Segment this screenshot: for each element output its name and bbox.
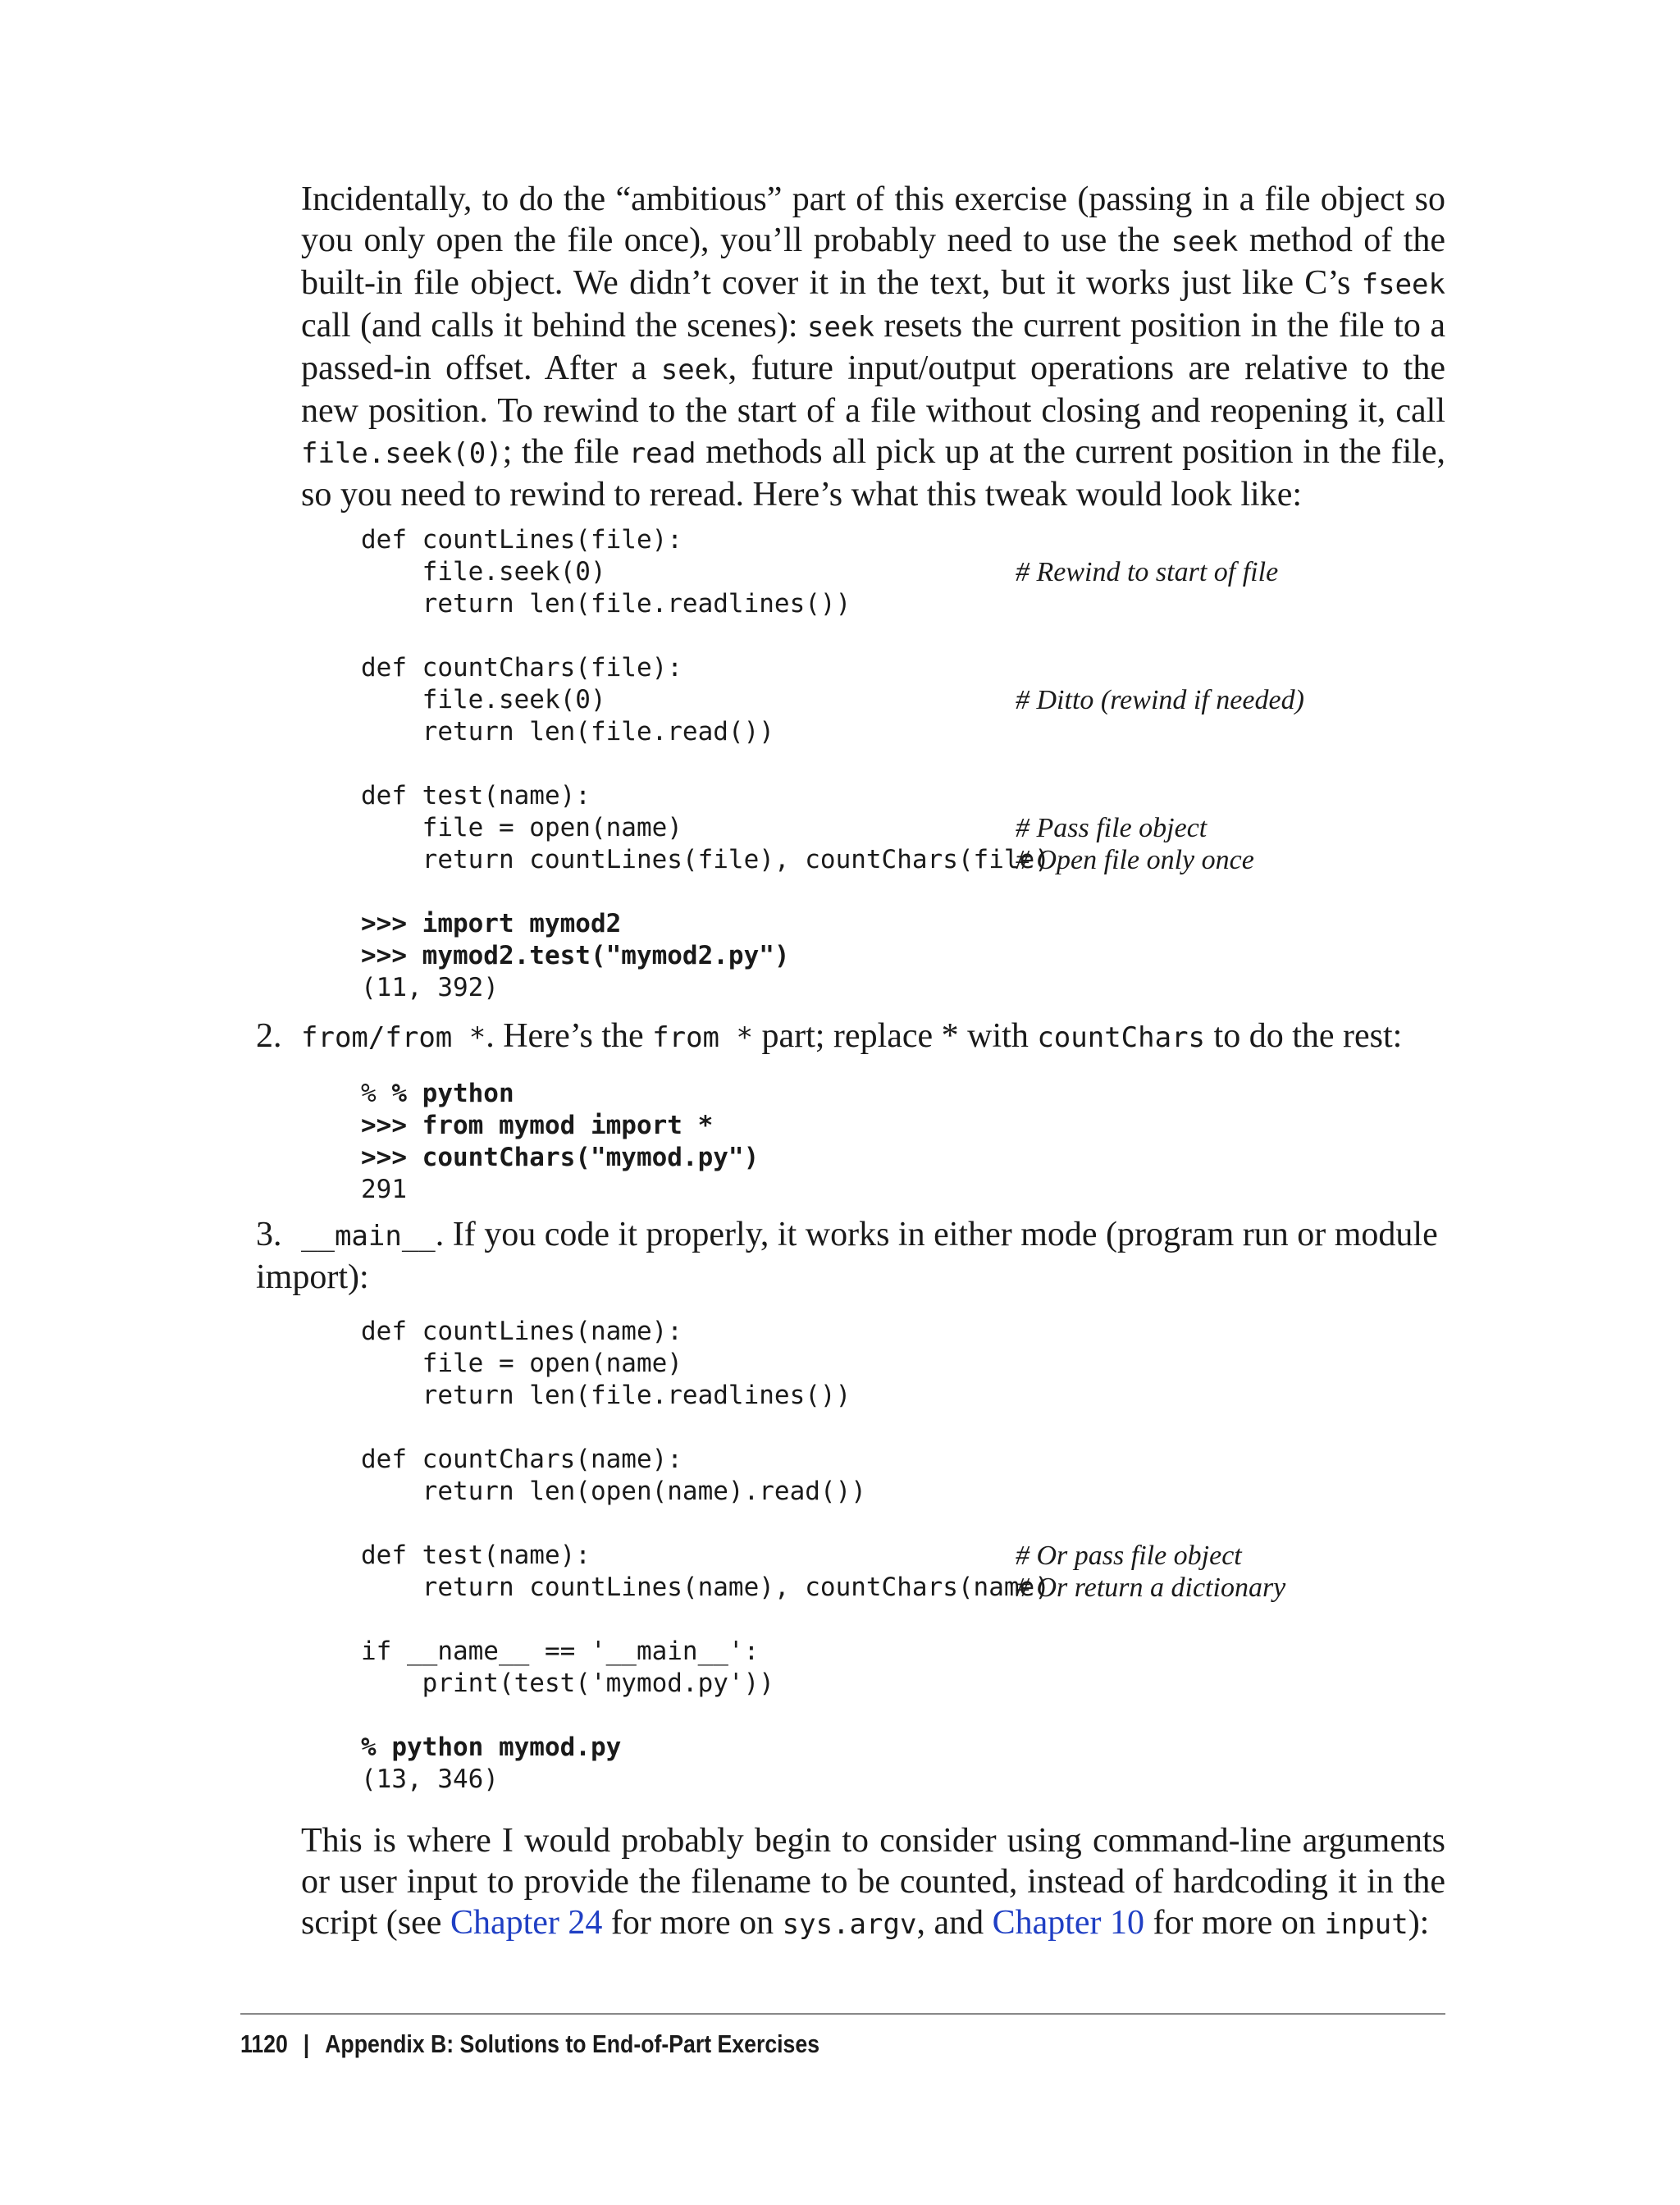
code-line: def countLines(file): — [361, 525, 682, 555]
code-line: % % python — [361, 1079, 514, 1108]
list-item-3: 3. __main__. If you code it properly, it works in either mode (program run or module import): — [256, 1216, 1438, 1296]
code-line: file = open(name) — [361, 813, 682, 842]
code-line: file.seek(0) — [361, 685, 606, 714]
code-line: file = open(name) — [361, 1349, 682, 1378]
footer-rule — [240, 2013, 1445, 2015]
code-line — [361, 876, 1050, 908]
code-comment: # Rewind to start of file — [1016, 557, 1279, 587]
page-footer — [240, 2028, 819, 2061]
code-line: return countLines(name), countChars(name) — [361, 1573, 1050, 1602]
code-comment: # Ditto (rewind if needed) — [1016, 685, 1304, 715]
code-line: return countLines(file), countChars(file) — [361, 845, 1050, 874]
code-line: if __name__ == '__main__': — [361, 1637, 760, 1666]
code-line: return len(file.readlines()) — [361, 589, 851, 619]
code-block-countlines-seek — [361, 524, 1050, 1004]
code-line: 291 — [361, 1175, 407, 1204]
code-line: def countChars(name): — [361, 1445, 682, 1474]
page-number: 1120 — [240, 2029, 288, 2058]
code-line: print(test('mymod.py')) — [361, 1669, 774, 1698]
code-line — [361, 620, 1050, 652]
code-line: (13, 346) — [361, 1764, 499, 1794]
list-item-2: 2. from/from *. Here’s the from * part; replace * with countChars to do the rest: — [256, 1017, 1403, 1055]
code-block-main — [361, 1316, 1050, 1796]
code-comment: # Pass file object — [1016, 813, 1208, 843]
code-line: def countLines(name): — [361, 1317, 682, 1346]
code-comment: # Or return a dictionary — [1016, 1573, 1286, 1603]
code-line — [361, 1700, 1050, 1732]
footer-separator: | — [303, 2029, 310, 2058]
code-line: >>> countChars("mymod.py") — [361, 1143, 760, 1172]
code-block-from-import — [361, 1078, 759, 1206]
code-line: def test(name): — [361, 1541, 591, 1570]
chapter-10-link[interactable]: Chapter 10 — [992, 1904, 1145, 1942]
code-line: return len(file.readlines()) — [361, 1381, 851, 1410]
chapter-24-link[interactable]: Chapter 24 — [450, 1904, 603, 1942]
code-line: return len(open(name).read()) — [361, 1477, 866, 1506]
code-line — [361, 748, 1050, 780]
code-line — [361, 1412, 1050, 1444]
code-line: (11, 392) — [361, 973, 499, 1002]
code-line: >>> import mymod2 — [361, 909, 622, 938]
code-line: >>> from mymod import * — [361, 1111, 714, 1140]
list-number: 3. — [256, 1216, 282, 1253]
code-line: >>> mymod2.test("mymod2.py") — [361, 941, 790, 970]
outro-paragraph: This is where I would probably begin to consider using command-line arguments or user input to provide the filename to be counted, instead of hardcoding it in the script (see Chapter 24 for more on sys.argv, and Chapter 10 for more on input): — [301, 1822, 1445, 1942]
code-line: % python mymod.py — [361, 1732, 622, 1762]
list-number: 2. — [256, 1017, 282, 1055]
code-comment: # Or pass file object — [1016, 1541, 1242, 1571]
code-line: def countChars(file): — [361, 653, 682, 682]
code-line: def test(name): — [361, 781, 591, 810]
code-line: return len(file.read()) — [361, 717, 774, 746]
intro-paragraph: Incidentally, to do the “ambitious” part of this exercise (passing in a file object so you only open the file once), you’ll probably need to use the seek method of the built-in file object. We didn’t cover it in the text, but it works just like C’s fseek call (and calls it behind the scenes): seek resets the current position in the file to a passed-in offset. After a seek, future input/output operations are relative to the new position. To rewind to the start of a file without closing and reopening it, call file.seek(0); the file read methods all pick up at the current position in the file, so you need to rewind to reread. Here’s what this tweak would look like: — [301, 180, 1446, 514]
code-comment: # Open file only once — [1016, 845, 1254, 875]
code-line — [361, 1508, 1050, 1540]
footer-section-title: Appendix B: Solutions to End-of-Part Exercises — [325, 2029, 820, 2058]
code-line — [361, 1604, 1050, 1636]
code-line: file.seek(0) — [361, 557, 606, 587]
